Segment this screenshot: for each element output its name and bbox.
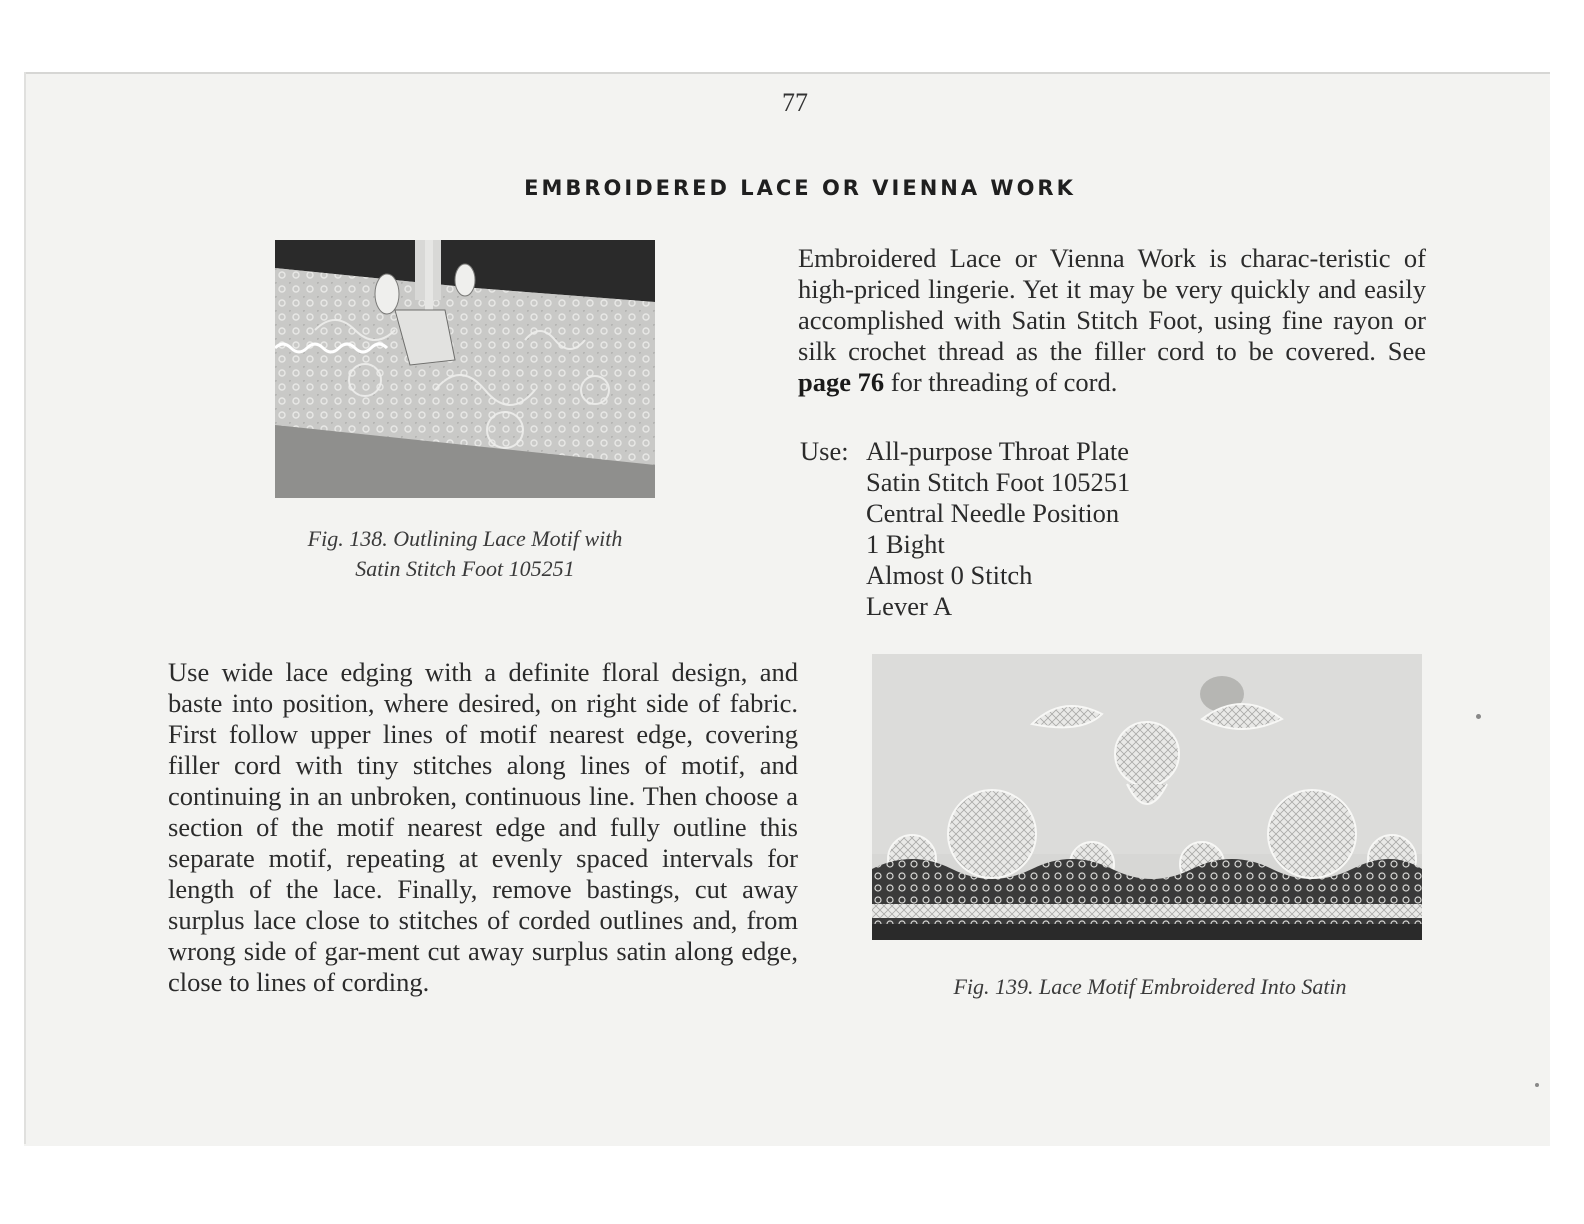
page-edge (24, 72, 26, 1144)
intro-text-after: for threading of cord. (884, 367, 1118, 397)
figure-138-caption-line1: Fig. 138. Outlining Lace Motif with (307, 526, 623, 551)
scan-speck (1535, 1083, 1539, 1087)
use-item-foot: Satin Stitch Foot 105251 (866, 467, 1131, 497)
use-item-lever: Lever A (866, 591, 953, 621)
use-item-throat-plate: All-purpose Throat Plate (866, 436, 1129, 466)
use-item-needle-position: Central Needle Position (866, 498, 1120, 528)
figure-139-caption: Fig. 139. Lace Motif Embroidered Into Satin (953, 974, 1347, 999)
scan-speck (1476, 714, 1481, 719)
figure-139-photo (872, 654, 1422, 940)
use-items (866, 436, 1130, 622)
use-item-stitch: Almost 0 Stitch (866, 560, 1033, 590)
figure-138-photo (275, 240, 655, 498)
figure-138-caption (240, 524, 690, 584)
intro-paragraph (798, 243, 1426, 398)
page-title: EMBROIDERED LACE OR VIENNA WORK (524, 176, 1076, 200)
figure-138-caption-line2: Satin Stitch Foot 105251 (355, 556, 575, 581)
use-item-bight: 1 Bight (866, 529, 945, 559)
page-reference: page 76 (798, 367, 885, 397)
instructions-paragraph: Use wide lace edging with a definite floral design, and baste into position, where desired, on right side of fabric. First follow upper lines of motif nearest edge, covering filler cord with tiny stitches along lines of motif, and continuing in an unbroken, continuous line. Then choose a section of the motif nearest edge and fully outline this separate motif, repeating at evenly spaced intervals for length of the lace. Finally, remove bastings, cut away surplus lace close to stitches of corded outlines and, from wrong side of gar-ment cut away surplus satin along edge, close to lines of cording. (168, 657, 798, 997)
intro-text-before: Embroidered Lace or Vienna Work is charac-teristic of high-priced lingerie. Yet it may be very quickly and easily accomplished with Satin Stitch Foot, using fine rayon or silk crochet thread as the filler cord to be covered. See (798, 243, 1426, 366)
page-number: 77 (782, 88, 808, 117)
use-label: Use: (800, 436, 849, 466)
